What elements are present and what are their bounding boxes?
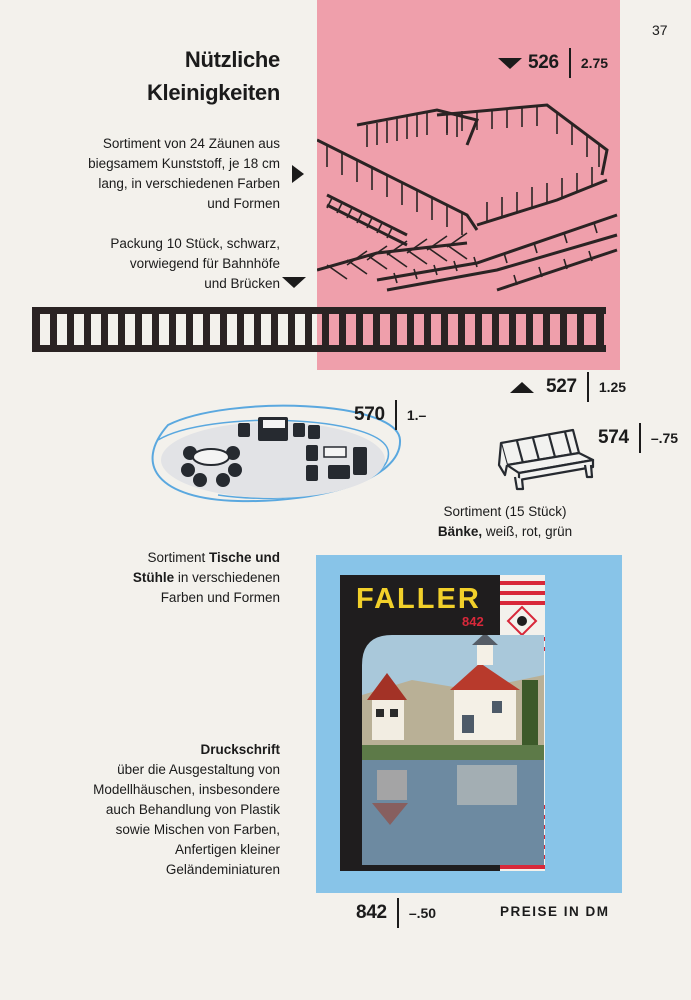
desc-line: sowie Mischen von Farben, — [115, 822, 280, 837]
desc-line — [40, 568, 280, 588]
item-526-description — [40, 134, 280, 214]
separator — [397, 898, 399, 928]
railing-image — [30, 305, 610, 355]
pointer-right-icon — [292, 165, 304, 183]
pointer-down-icon — [498, 58, 522, 69]
desc-bold: Tische und — [208, 550, 280, 565]
item-price: –.75 — [650, 430, 679, 446]
title-line-1: Nützliche — [184, 47, 280, 72]
desc-rest: in verschiedenen — [174, 570, 280, 585]
page-title — [80, 43, 280, 109]
desc-line: über die Ausgestaltung von — [117, 762, 280, 777]
item-570-description — [40, 548, 280, 608]
desc-line: Anfertigen kleiner — [174, 842, 280, 857]
item-price: –.50 — [408, 905, 437, 921]
desc-bold: Bänke, — [437, 524, 483, 539]
pointer-down-icon — [282, 277, 306, 288]
item-price: 1.25 — [598, 379, 627, 395]
desc-line — [40, 548, 280, 568]
brochure-picture — [362, 635, 544, 865]
desc-line: Sortiment von 24 Zäunen aus — [102, 136, 280, 151]
desc-bold: Stühle — [132, 570, 175, 585]
separator — [639, 423, 641, 453]
item-price: 2.75 — [580, 55, 609, 71]
page-number: 37 — [652, 22, 668, 38]
item-526-price — [498, 48, 608, 78]
item-number: 574 — [598, 427, 629, 448]
faller-brochure — [340, 575, 545, 871]
desc-line: Farben und Formen — [160, 590, 280, 605]
desc-line: Geländeminiaturen — [165, 862, 280, 877]
item-number: 570 — [354, 404, 385, 425]
bench-image — [493, 425, 603, 495]
desc-line — [400, 522, 610, 542]
brochure-code: 842 — [462, 614, 484, 629]
desc-line: auch Behandlung von Plastik — [105, 802, 280, 817]
desc-line: Packung 10 Stück, schwarz, — [110, 236, 280, 251]
desc-line: und Formen — [207, 196, 280, 211]
brochure-brand: FALLER — [356, 583, 481, 615]
item-number: 526 — [528, 52, 559, 73]
separator — [569, 48, 571, 78]
item-price: 1.– — [406, 407, 427, 423]
item-527-description — [40, 234, 280, 294]
item-574-description — [400, 502, 610, 542]
desc-line: vorwiegend für Bahnhöfe — [129, 256, 280, 271]
item-574-price — [598, 423, 678, 453]
desc-title — [40, 740, 280, 760]
desc-line: Sortiment (15 Stück) — [443, 504, 567, 519]
separator — [395, 400, 397, 430]
item-527-price — [510, 372, 626, 402]
prices-in-dm-label: PREISE IN DM — [500, 904, 610, 919]
desc-rest: weiß, rot, grün — [482, 524, 573, 539]
desc-line: biegsamem Kunststoff, je 18 cm — [88, 156, 280, 171]
separator — [587, 372, 589, 402]
item-842-description — [40, 740, 280, 880]
fence-assortment-image — [317, 95, 620, 295]
desc-line: lang, in verschiedenen Farben — [98, 176, 280, 191]
item-number: 527 — [546, 376, 577, 397]
desc-prefix: Sortiment — [147, 550, 209, 565]
title-line-2: Kleinigkeiten — [146, 80, 280, 105]
pointer-up-icon — [510, 382, 534, 393]
item-number: 842 — [356, 902, 387, 923]
desc-line: Modellhäuschen, insbesondere — [93, 782, 280, 797]
item-842-price — [356, 898, 436, 928]
desc-line: und Brücken — [204, 276, 280, 291]
desc-bold: Druckschrift — [200, 742, 280, 757]
item-570-price — [354, 400, 426, 430]
